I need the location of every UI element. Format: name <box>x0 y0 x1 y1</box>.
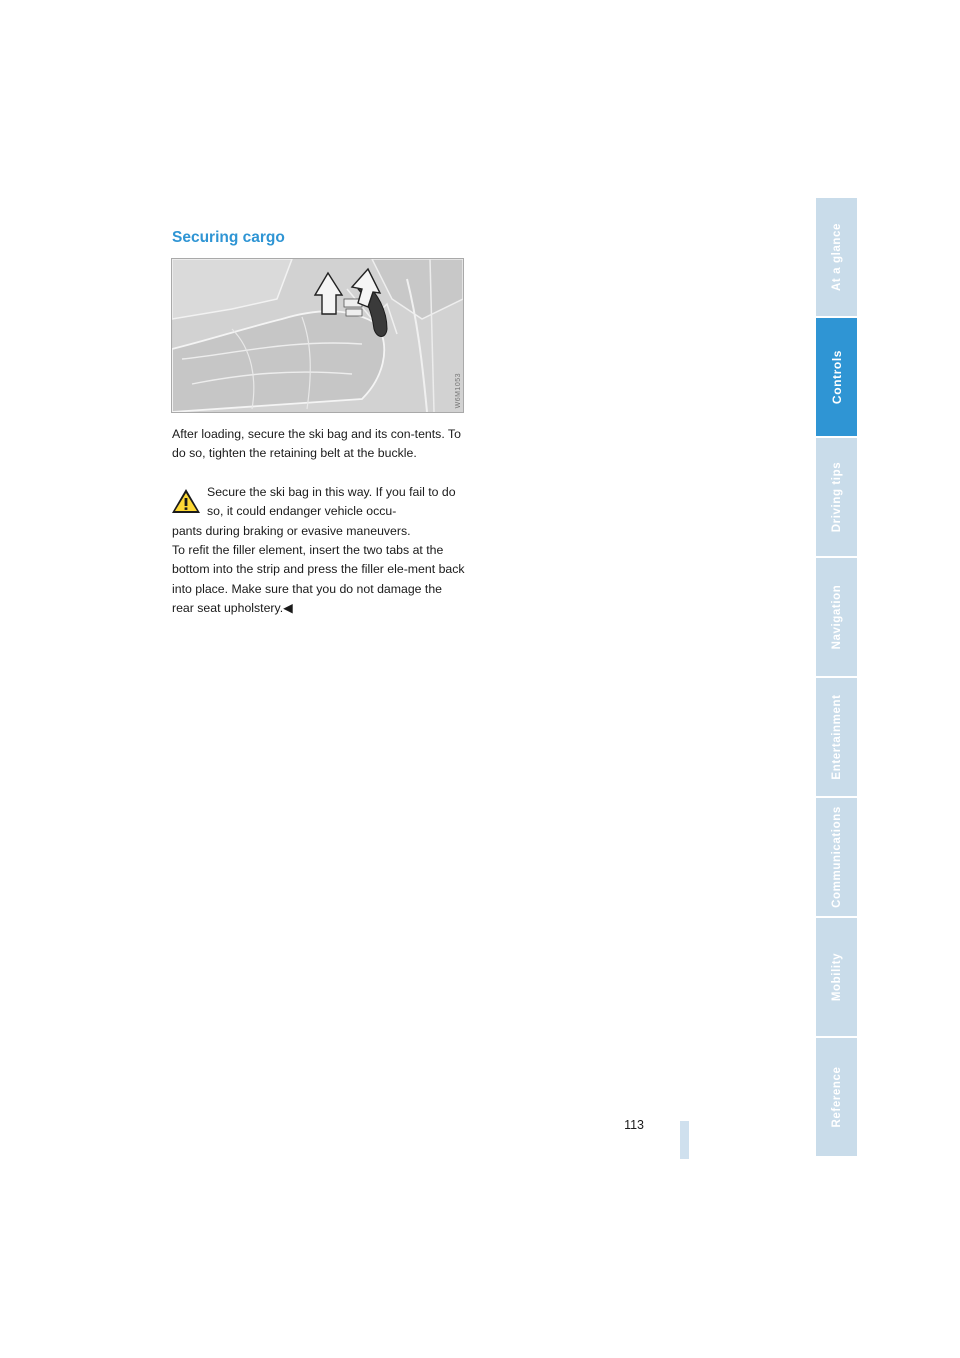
tab-label: Driving tips <box>830 461 843 533</box>
chapter-sidebar <box>816 198 857 1158</box>
tab-label: At a glance <box>830 223 843 291</box>
tab-label: Communications <box>830 806 843 908</box>
cargo-illustration <box>171 258 464 413</box>
warning-text: Secure the ski bag in this way. If you fail to do so, it could endanger vehicle occu- <box>207 485 456 519</box>
tab-reference[interactable] <box>816 1038 857 1156</box>
page-marker-bar <box>680 1121 689 1159</box>
section-title: Securing cargo <box>172 229 285 246</box>
paragraph-instructions: After loading, secure the ski bag and its con-tents. To do so, tighten the retaining belt at the buckle. <box>172 427 461 461</box>
warning-continued: pants during braking or evasive maneuvers. <box>172 524 411 538</box>
tab-navigation[interactable] <box>816 558 857 676</box>
tab-mobility[interactable] <box>816 918 857 1036</box>
tab-label: Entertainment <box>830 694 843 780</box>
tab-controls[interactable] <box>816 318 857 436</box>
tab-label: Controls <box>829 349 844 405</box>
ski-bag-drawing <box>172 259 463 412</box>
tab-communications[interactable] <box>816 798 857 916</box>
tab-label: Mobility <box>830 952 843 1002</box>
tab-label: Navigation <box>830 584 843 650</box>
tab-at-a-glance[interactable] <box>816 198 857 316</box>
figure-code: W6M1053 <box>455 372 462 408</box>
paragraph-refit: To refit the filler element, insert the two tabs at the bottom into the strip and press the filler ele-ment back into place. Make sure that you do not damage the rear seat upholstery.◀ <box>172 543 465 616</box>
tab-entertainment[interactable] <box>816 678 857 796</box>
warning-triangle-icon <box>171 488 201 514</box>
tab-driving-tips[interactable] <box>816 438 857 556</box>
tab-label: Reference <box>830 1066 843 1128</box>
page-number: 113 <box>624 1118 644 1132</box>
